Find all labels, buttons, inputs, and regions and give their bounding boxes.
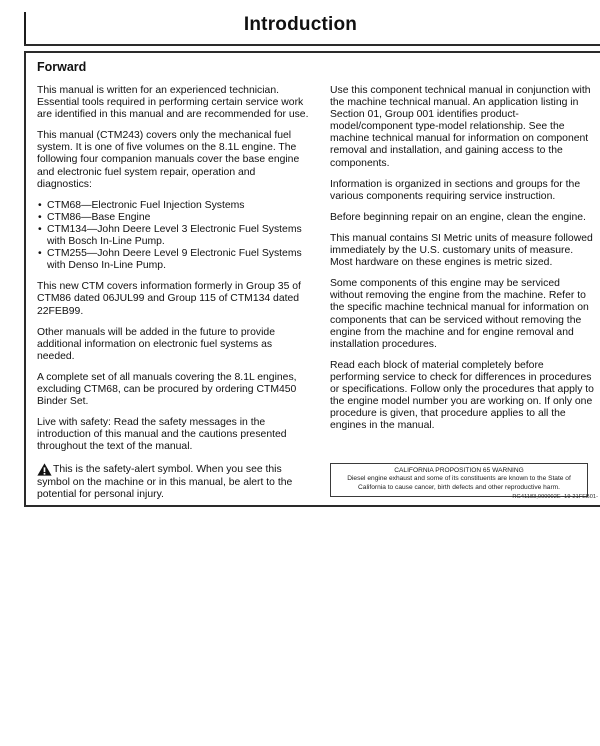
left-paragraph-6: Live with safety: Read the safety messages in the introduction of this manual and the cautions presented throughout the text of the manual. [37, 417, 287, 453]
right-paragraph-3: Before beginning repair on an engine, clean the engine. [330, 211, 586, 223]
body-top-rule [24, 51, 600, 53]
left-paragraph-5: A complete set of all manuals covering the 8.1L engines, excluding CTM68, can be procured by ordering CTM450 Binder Set. [37, 371, 297, 408]
right-paragraph-4: This manual contains SI Metric units of measure followed immediately by the U.S. customary units of measure. Most hardware on these engines is metric sized. [330, 232, 593, 269]
prop65-warning-body: Diesel engine exhaust and some of its constituents are known to the State of California to cause cancer, birth defects and other reproductive harm. [347, 475, 571, 491]
list-item: • CTM86—Base Engine [37, 212, 312, 224]
body-bottom-rule [24, 505, 600, 507]
list-item: • CTM255—John Deere Level 9 Electronic Fuel Systems with Denso In-Line Pump. [37, 248, 312, 272]
left-paragraph-3: This new CTM covers information formerly in Group 35 of CTM86 dated 06JUL99 and Group 115 of CTM134 dated 22FEB99. [37, 281, 301, 317]
page-title: Introduction [243, 14, 358, 35]
california-prop65-warning-box [330, 463, 588, 497]
list-item: • CTM134—John Deere Level 3 Electronic Fuel Systems with Bosch In-Line Pump. [37, 224, 312, 248]
right-column [330, 85, 595, 432]
safety-alert-paragraph [37, 462, 312, 500]
safety-alert-triangle-icon [37, 463, 52, 476]
header-bottom-rule [24, 44, 600, 46]
right-paragraph-2: Information is organized in sections and groups for the various components requiring service instruction. [330, 178, 581, 202]
companion-manual-list [37, 200, 312, 273]
left-paragraph-2: This manual (CTM243) covers only the mechanical fuel system. It is one of five volumes on the 8.1L engine. The following four companion manuals cover the base engine and electronic fuel system repair, operation and diagnostics: [37, 130, 300, 190]
document-reference-code: RG41183,000002E -19-21FEB01- [512, 494, 598, 500]
right-paragraph-5: Some components of this engine may be serviced without removing the engine from the machine. Refer to the specific machine technical manual for information on components that can be serviced without removing the engine from the machine and for engine removal and installation procedures. [330, 278, 589, 350]
right-paragraph-6: Read each block of material completely before performing service to check for differences in procedures or specifications. Follow only the procedures that apply to the engine model number you are working on. If only one procedure is given, that procedure applies to all the engines in the manual. [330, 359, 594, 432]
page-header [0, 12, 600, 45]
left-paragraph-1: This manual is written for an experienced technician. Essential tools required in performing certain service work are identified in this manual and are recommended for use. [37, 85, 309, 121]
body-left-rule [24, 51, 26, 507]
right-paragraph-1: Use this component technical manual in conjunction with the machine technical manual. An application listing in Section 01, Group 001 identifies product-model/component type-model relationship. See the machine technical manual for information on component removal and installation, and gaining access to the components. [330, 85, 591, 169]
list-item: • CTM68—Electronic Fuel Injection Systems [37, 200, 312, 212]
left-paragraph-4: Other manuals will be added in the future to provide additional information on electronic fuel systems as needed. [37, 326, 275, 362]
prop65-warning-title: CALIFORNIA PROPOSITION 65 WARNING [394, 467, 524, 474]
safety-alert-text: This is the safety-alert symbol. When you see this symbol on the machine or in this manual, be alert to the potential for personal injury. [37, 464, 293, 500]
left-column [37, 85, 312, 501]
section-heading: Forward [37, 60, 87, 74]
